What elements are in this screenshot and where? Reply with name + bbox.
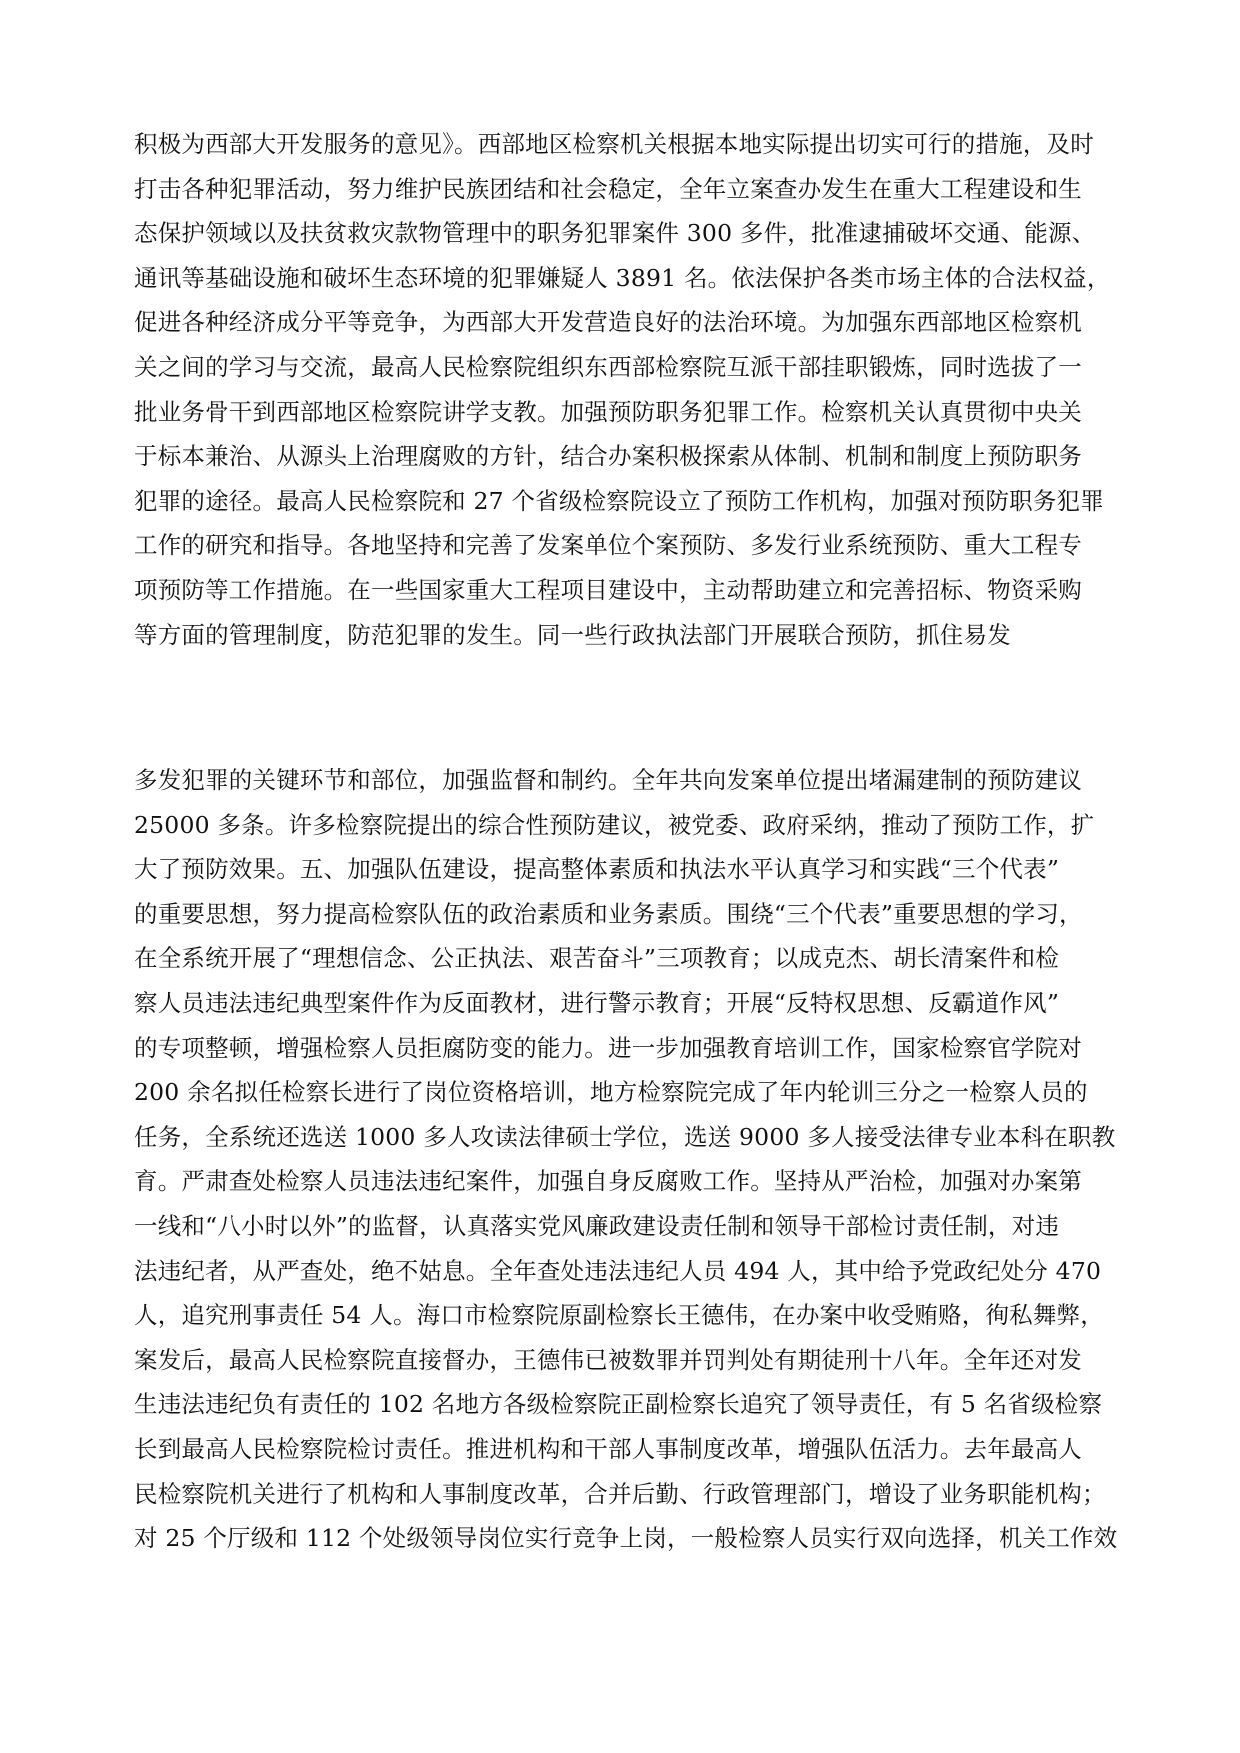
text-line: 促进各种经济成分平等竞争，为西部大开发营造良好的法治环境。为加强东西部地区检察机	[134, 308, 1082, 337]
text-line: 打击各种犯罪活动，努力维护民族团结和社会稳定，全年立案查办发生在重大工程建设和生	[134, 174, 1082, 203]
text-line: 生违法违纪负有责任的 102 名地方各级检察院正副检察长追究了领导责任，有 5 名省级检察	[134, 1390, 1103, 1419]
text-line: 于标本兼治、从源头上治理腐败的方针，结合办案积极探索从体制、机制和制度上预防职务	[134, 442, 1082, 471]
text-line: 关之间的学习与交流，最高人民检察院组织东西部检察院互派干部挂职锻炼，同时选拔了一	[134, 352, 1082, 381]
text-line: 批业务骨干到西部地区检察院讲学支教。加强预防职务犯罪工作。检察机关认真贯彻中央关	[134, 397, 1082, 426]
text-line: 大了预防效果。五、加强队伍建设，提高整体素质和执法水平认真学习和实践“三个代表”	[134, 855, 1060, 884]
text-line: 25000 多条。许多检察院提出的综合性预防建议，被党委、政府采纳，推动了预防工作，扩	[134, 810, 1095, 839]
text-line: 案发后，最高人民检察院直接督办，王德伟已被数罪并罚判处有期徒刑十八年。全年还对发	[134, 1345, 1082, 1374]
text-line: 察人员违法违纪典型案件作为反面教材，进行警示教育；开展“反特权思想、反霸道作风”	[134, 988, 1060, 1017]
text-line: 通讯等基础设施和破坏生态环境的犯罪嫌疑人 3891 名。依法保护各类市场主体的合法权益，	[134, 263, 1111, 292]
text-line: 积极为西部大开发服务的意见》。西部地区检察机关根据本地实际提出切实可行的措施，及时	[134, 130, 1094, 158]
text-line: 任务，全系统还选送 1000 多人攻读法律硕士学位，选送 9000 多人接受法律专业本科在职教	[134, 1122, 1116, 1151]
text-line: 犯罪的途径。最高人民检察院和 27 个省级检察院设立了预防工作机构，加强对预防职务犯罪	[134, 486, 1104, 515]
text-line: 民检察院机关进行了机构和人事制度改革，合并后勤、行政管理部门，增设了业务职能机构；	[134, 1479, 1106, 1508]
text-line: 多发犯罪的关键环节和部位，加强监督和制约。全年共向发案单位提出堵漏建制的预防建议	[134, 766, 1082, 794]
text-line: 人，追究刑事责任 54 人。海口市检察院原副检察长王德伟，在办案中收受贿赂，徇私舞弊，	[134, 1301, 1104, 1330]
text-block-1	[134, 122, 1134, 657]
text-line: 200 余名拟任检察长进行了岗位资格培训，地方检察院完成了年内轮训三分之一检察人员的	[134, 1078, 1088, 1107]
text-line: 在全系统开展了“理想信念、公正执法、艰苦奋斗”三项教育；以成克杰、胡长清案件和检	[134, 944, 1060, 973]
text-line: 一线和“八小时以外”的监督，认真落实党风廉政建设责任制和领导干部检讨责任制，对违	[134, 1211, 1060, 1240]
text-line: 的专项整顿，增强检察人员拒腐防变的能力。进一步加强教育培训工作，国家检察官学院对	[134, 1033, 1082, 1062]
text-line: 等方面的管理制度，防范犯罪的发生。同一些行政执法部门开展联合预防，抓住易发	[134, 620, 1011, 649]
text-line: 态保护领域以及扶贫救灾款物管理中的职务犯罪案件 300 多件，批准逮捕破坏交通、能源、	[134, 219, 1096, 248]
text-line: 的重要思想，努力提高检察队伍的政治素质和业务素质。围绕“三个代表”重要思想的学习，	[134, 899, 1083, 928]
text-line: 对 25 个厅级和 112 个处级领导岗位实行竞争上岗，一般检察人员实行双向选择，机关工作效	[134, 1524, 1118, 1553]
text-block-2	[134, 758, 1134, 1561]
text-line: 项预防等工作措施。在一些国家重大工程项目建设中，主动帮助建立和完善招标、物资采购	[134, 575, 1082, 604]
text-line: 法违纪者，从严查处，绝不姑息。全年查处违法违纪人员 494 人，其中给予党政纪处分 470	[134, 1256, 1102, 1285]
text-line: 工作的研究和指导。各地坚持和完善了发案单位个案预防、多发行业系统预防、重大工程专	[134, 531, 1082, 560]
text-line: 长到最高人民检察院检讨责任。推进机构和干部人事制度改革，增强队伍活力。去年最高人	[134, 1434, 1082, 1463]
text-line: 育。严肃查处检察人员违法违纪案件，加强自身反腐败工作。坚持从严治检，加强对办案第	[134, 1167, 1082, 1196]
